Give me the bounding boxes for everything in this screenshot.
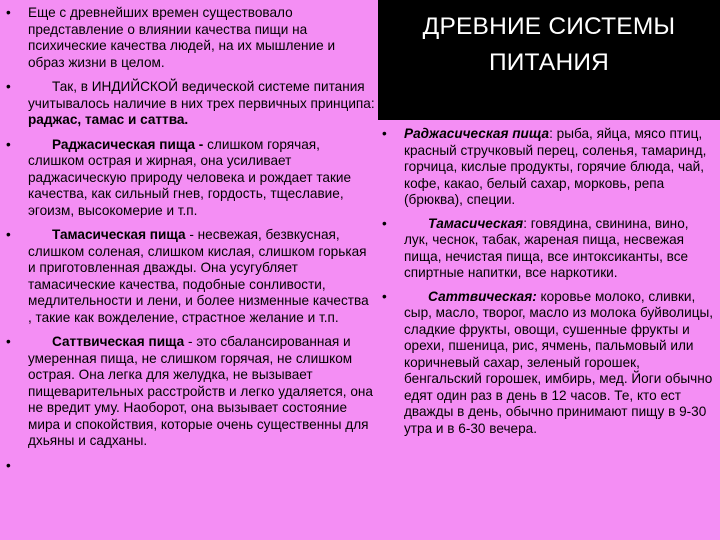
bullet-text: коровье молоко, сливки, сыр, масло, творог, масло из молока буйволицы, сладкие фрукты, овощи, сушенные фрукты и орехи, пшеница, рис, ячмень, пальмовый или коричневый сахар, зеленый горошек, бенгальский горошек, имбирь, мед. Йоги обычно едят один раз в день в 12 часов. Те, кто ест дважды в день, обычно принимают пищу в 9-30 утра и в 6-30 вечера. (404, 288, 714, 436)
bullet-indian-system (0, 79, 375, 129)
bullet-term: Саттвическая: (428, 288, 537, 304)
bullet-term: Саттвическая пища (52, 334, 185, 349)
bullet-rajasic-list (376, 126, 716, 209)
title-line-1: ДРЕВНИЕ СИСТЕМЫ (422, 13, 676, 40)
bullet-sattvic-food (0, 334, 375, 450)
bullet-tamasic-list (376, 216, 716, 282)
bullet-text: : говядина, свинина, вино, лук, чеснок, табак, жареная пища, несвежая пища, нечистая пища, все интоксиканты, все спиртные напитки, все наркотики. (404, 215, 689, 280)
slide-title-box (378, 0, 720, 120)
bullet-text: Так, в ИНДИЙСКОЙ ведической системе питания учитывалось наличие в них трех первичных принципа: (28, 79, 375, 111)
bullet-term: Тамасическая пища (52, 227, 186, 242)
title-line-2: ПИТАНИЯ (488, 49, 610, 76)
bullet-text: слишком горячая, слишком острая и жирная, она усиливает раджасическую природу человека и рождает такие качества, как сильный гнев, гордость, тщеславие, эгоизм, высокомерие и т.п. (28, 136, 352, 218)
right-bullet-list (376, 126, 716, 444)
bullet-text: - несвежая, безвкусная, слишком соленая, слишком кислая, слишком горькая и приготовленная дважды. Она усугубляет тамасические качества, подобные сонливости, медлительности и лени, и более низменные качества , такие как вожделение, страстное желание и т.п. (28, 227, 369, 325)
bullet-text: - это сбалансированная и умеренная пища, не слишком горячая, не слишком острая. Она легка для желудка, не вызывает пищеварительных расстройств и легко удаляется, она не вредит уму. Наоборот, она вызывает состояние мира и спокойствия, которые очень существенны для дхьяны и садханы. (28, 334, 373, 448)
bullet-intro (0, 5, 375, 71)
bullet-text: Еще с древнейших времен существовало представление о влиянии качества пищи на психические качества людей, на их мышление и образ жизни в целом. (28, 5, 336, 70)
bullet-term: Раджасическая пища (404, 126, 550, 141)
bullet-tamasic-food (0, 227, 375, 326)
bullet-rajasic-food (0, 137, 375, 220)
bullet-sattvic-list (376, 289, 716, 438)
bullet-term: Раджасическая пища - (52, 136, 204, 152)
left-bullet-list (0, 5, 375, 458)
bullet-term: Тамасическая (428, 215, 524, 231)
bullet-bold-tail: раджас, тамас и саттва. (28, 112, 189, 127)
slide-title (378, 0, 720, 81)
bullet-text: : рыба, яйца, мясо птиц, красный стручковый перец, соленья, тамаринд, горчица, кислые продукты, горячие блюда, чай, кофе, какао, белый сахар, морковь, репа (брюква), специи. (404, 126, 707, 207)
